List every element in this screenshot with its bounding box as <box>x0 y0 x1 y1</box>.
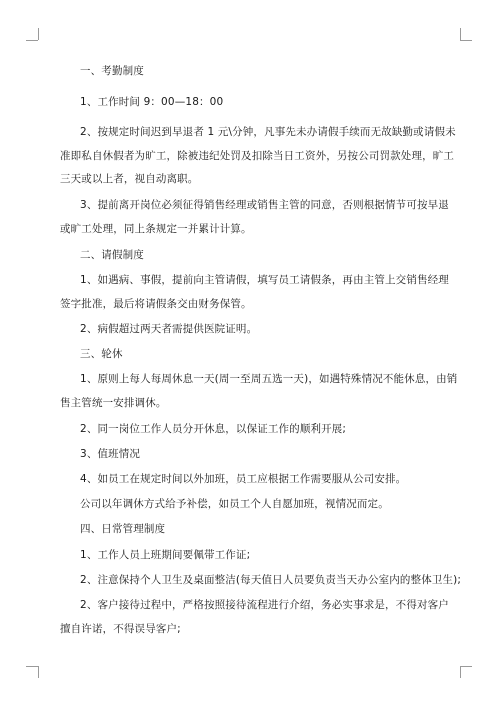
paragraph-line: 2、按规定时间迟到早退者 1 元\分钟，凡事先未办请假手续而无故缺勤或请假未 <box>80 126 456 138</box>
paragraph-line: 准即私自休假者为旷工，除被违纪处罚及扣除当日工资外，另按公司罚款处理，旷工 <box>60 150 455 162</box>
paragraph-line: 2、病假超过两天者需提供医院证明。 <box>80 323 258 335</box>
paragraph-line: 擅自许诺，不得误导客户; <box>60 623 181 635</box>
paragraph-line: 3、值班情况 <box>80 448 141 460</box>
section-heading-attendance: 一、考勤制度 <box>80 65 144 77</box>
paragraph-line: 公司以年调休方式给予补偿，如员工个人自愿加班，视情况而定。 <box>80 498 389 510</box>
paragraph-line: 4、如员工在规定时间以外加班，员工应根据工作需要服从公司安排。 <box>80 473 407 485</box>
paragraph-line: 或旷工处理，同上条规定一并累计计算。 <box>60 223 252 235</box>
paragraph-line: 1、原则上每人每周休息一天(周一至周五选一天)，如遇特殊情况不能休息，由销 <box>80 373 458 385</box>
paragraph-line: 签字批准，最后将请假条交由财务保管。 <box>60 298 252 310</box>
paragraph-line: 三天或以上者，视自动离职。 <box>60 173 199 185</box>
paragraph-line: 2、同一岗位工作人员分开休息，以保证工作的顺利开展; <box>80 423 347 435</box>
section-heading-daily-management: 四、日常管理制度 <box>80 523 166 535</box>
paragraph-line: 2、注意保持个人卫生及桌面整洁(每天值日人员要负责当天办公室内的整体卫生); <box>80 574 462 586</box>
paragraph-line: 2、客户接待过程中，严格按照接待流程进行介绍，务必实事求是，不得对客户 <box>80 599 449 611</box>
paragraph-line: 售主管统一安排调休。 <box>60 397 167 409</box>
paragraph-line: 1、工作人员上班期间要佩带工作证; <box>80 549 251 561</box>
paragraph-line: 1、工作时间 9：00—18：00 <box>80 96 224 108</box>
paragraph-line: 1、如遇病、事假，提前向主管请假，填写员工请假条，再由主管上交销售经理 <box>80 274 449 286</box>
paragraph-line: 3、提前离开岗位必须征得销售经理或销售主管的同意，否则根据情节可按早退 <box>80 199 449 211</box>
section-heading-leave: 二、请假制度 <box>80 249 144 261</box>
section-heading-rotation: 三、轮休 <box>80 348 123 360</box>
